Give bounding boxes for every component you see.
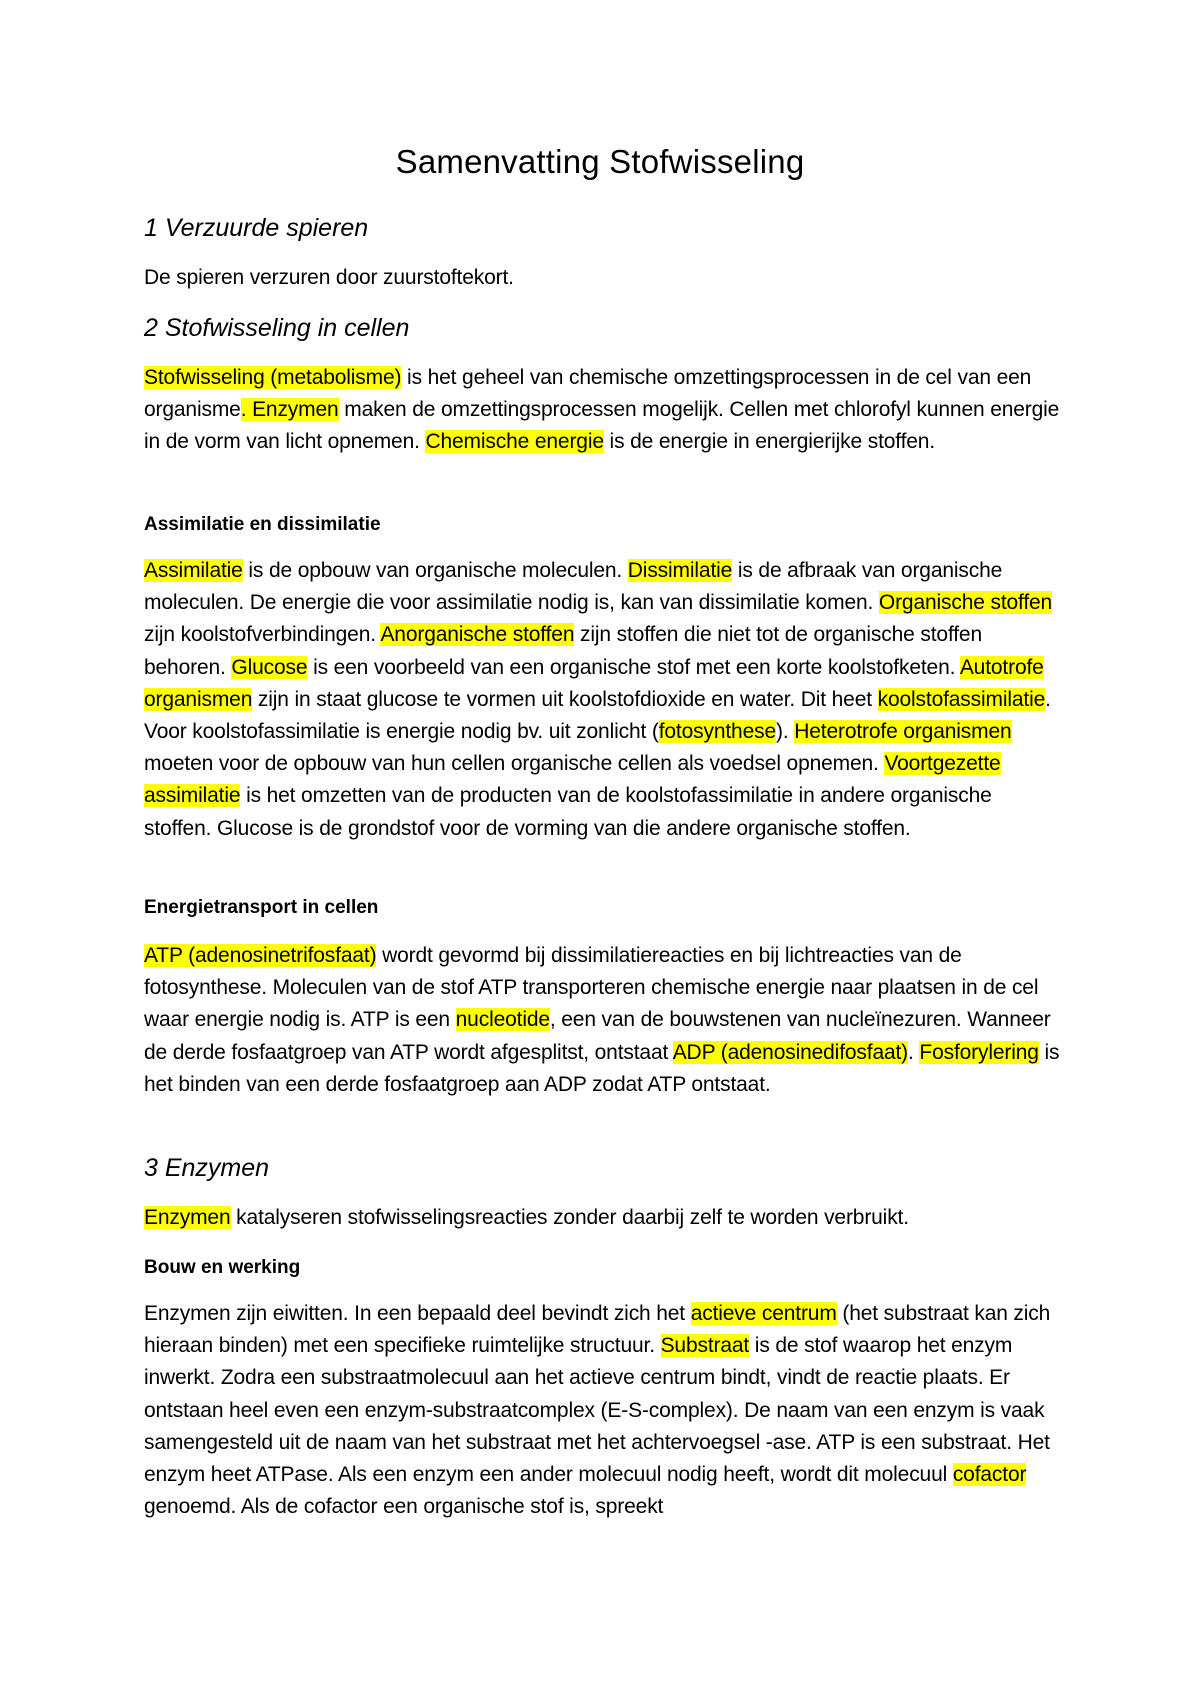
paragraph-text: is een voorbeeld van een organische stof met een korte koolstofketen. — [307, 655, 960, 679]
highlight-term: Chemische energie — [425, 430, 604, 454]
highlight-term: fotosynthese — [658, 720, 776, 744]
paragraph-text: is het binden van een derde fosfaatgroep aan ADP zodat ATP ontstaat. — [144, 1040, 1060, 1096]
paragraph-zuurstoftekort — [144, 262, 1064, 294]
highlight-term: Anorganische stoffen — [380, 623, 575, 647]
paragraph-text: maken de omzettingsprocessen mogelijk. Cellen met chlorofyl kunnen energie in de vorm van licht opnemen. — [144, 398, 1060, 454]
heading-verzuurde-spieren: 1 Verzuurde spieren — [144, 214, 369, 242]
paragraph-text: is de afbraak van organische moleculen. De energie die voor assimilatie nodig is, kan van dissimilatie komen. — [144, 559, 1003, 615]
section-stofwisseling-in-cellen — [144, 312, 1064, 344]
highlight-term: Glucose — [231, 655, 308, 679]
heading-enzymen: 3 Enzymen — [144, 1154, 270, 1182]
highlight-term: ADP (adenosinedifosfaat) — [672, 1040, 909, 1064]
heading-stofwisseling-in-cellen: 2 Stofwisseling in cellen — [144, 314, 410, 342]
paragraph-text: is de energie in energierijke stoffen. — [603, 430, 936, 454]
highlight-term: Heterotrofe organismen — [794, 720, 1012, 744]
paragraph-text: is het geheel van chemische omzettingsprocessen in de cel van een organisme — [144, 366, 1032, 422]
paragraph-text: . — [908, 1040, 920, 1064]
highlight-term: ATP (adenosinetrifosfaat) — [144, 944, 377, 967]
paragraph-assimilatie — [144, 555, 1064, 845]
heading-bouw-en-werking: Bouw en werking — [144, 1257, 301, 1278]
paragraph-text: moeten voor de opbouw van hun cellen organische cellen als voedsel opnemen. — [144, 752, 885, 776]
paragraph-text: katalyseren stofwisselingsreacties zonder daarbij zelf te worden verbruikt. — [230, 1206, 909, 1229]
paragraph-text: ). — [776, 720, 795, 744]
subsection-energietransport — [144, 895, 1064, 921]
highlight-term: Enzymen — [144, 1206, 231, 1229]
paragraph-text: wordt gevormd bij dissimilatiereacties en bij lichtreacties van de fotosynthese. Moleculen van de stof ATP transporteren chemische energie naar plaatsen in de cel waar energie nodig is. ATP is een — [144, 944, 1039, 1032]
highlight-term: Fosforylering — [919, 1040, 1039, 1064]
paragraph-text: De spieren verzuren door zuurstoftekort. — [144, 266, 514, 289]
paragraph-text: , een van de bouwstenen van nucleïnezuren. Wanneer de derde fosfaatgroep van ATP wordt afgesplitst, ontstaat — [144, 1008, 1051, 1064]
heading-energietransport-in-cellen: Energietransport in cellen — [144, 897, 379, 918]
highlight-term: actieve centrum — [690, 1302, 837, 1325]
paragraph-text: Enzymen zijn eiwitten. In een bepaald deel bevindt zich het — [144, 1302, 691, 1325]
highlight-term: nucleotide — [455, 1008, 550, 1032]
section-verzuurde-spieren — [144, 212, 1064, 244]
highlight-term: Voortgezette assimilatie — [144, 752, 1001, 808]
highlight-term: Assimilatie — [144, 559, 243, 582]
paragraph-text: is de stof waarop het enzym inwerkt. Zodra een substraatmolecuul aan het actieve centrum bindt, vindt de reactie plaats. Er ontstaan heel even een enzym-substraatcomplex (E-S-complex). De naam van een enzym is vaak samengesteld uit de naam van het substraat met het achtervoegsel -ase. ATP is een substraat. Het enzym heet ATPase. Als een enzym een ander molecuul nodig heeft, wordt dit molecuul — [144, 1334, 1050, 1487]
paragraph-bouw-en-werking — [144, 1298, 1064, 1523]
paragraph-text: is het omzetten van de producten van de koolstofassimilatie in andere organische stoffen. Glucose is de grondstof voor de vorming van die andere organische stoffen. — [144, 784, 992, 840]
paragraph-text: zijn stoffen die niet tot de organische stoffen behoren. — [144, 623, 982, 679]
document-title: Samenvatting Stofwisseling — [395, 143, 805, 180]
subsection-assimilatie — [144, 512, 1064, 538]
paragraph-stofwisseling — [144, 362, 1064, 459]
paragraph-text: zijn in staat glucose te vormen uit koolstofdioxide en water. Dit heet — [252, 687, 878, 711]
highlight-term: Autotrofe organismen — [144, 655, 1044, 711]
heading-assimilatie-en-dissimilatie: Assimilatie en dissimilatie — [144, 514, 381, 535]
highlight-term: Organische stoffen — [878, 591, 1053, 615]
paragraph-atp — [144, 940, 1064, 1101]
highlight-term: Stofwisseling (metabolisme) — [144, 366, 402, 389]
highlight-term: . Enzymen — [240, 398, 339, 422]
paragraph-text: (het substraat kan zich hieraan binden) met een specifieke ruimtelijke structuur. — [144, 1302, 1051, 1358]
paragraph-text: is de opbouw van organische moleculen. — [242, 559, 628, 582]
subsection-bouw-en-werking — [144, 1255, 1064, 1281]
highlight-term: Dissimilatie — [627, 559, 733, 582]
paragraph-text: genoemd. Als de cofactor een organische stof is, spreekt — [144, 1495, 664, 1519]
section-enzymen — [144, 1152, 1064, 1184]
paragraph-text: . Voor koolstofassimilatie is energie nodig bv. uit zonlicht ( — [144, 687, 1051, 744]
paragraph-text: zijn koolstofverbindingen. — [144, 623, 381, 647]
highlight-term: cofactor — [952, 1463, 1027, 1487]
paragraph-enzymen — [144, 1202, 1064, 1234]
highlight-term: Substraat — [660, 1334, 750, 1358]
highlight-term: koolstofassimilatie — [877, 687, 1046, 711]
